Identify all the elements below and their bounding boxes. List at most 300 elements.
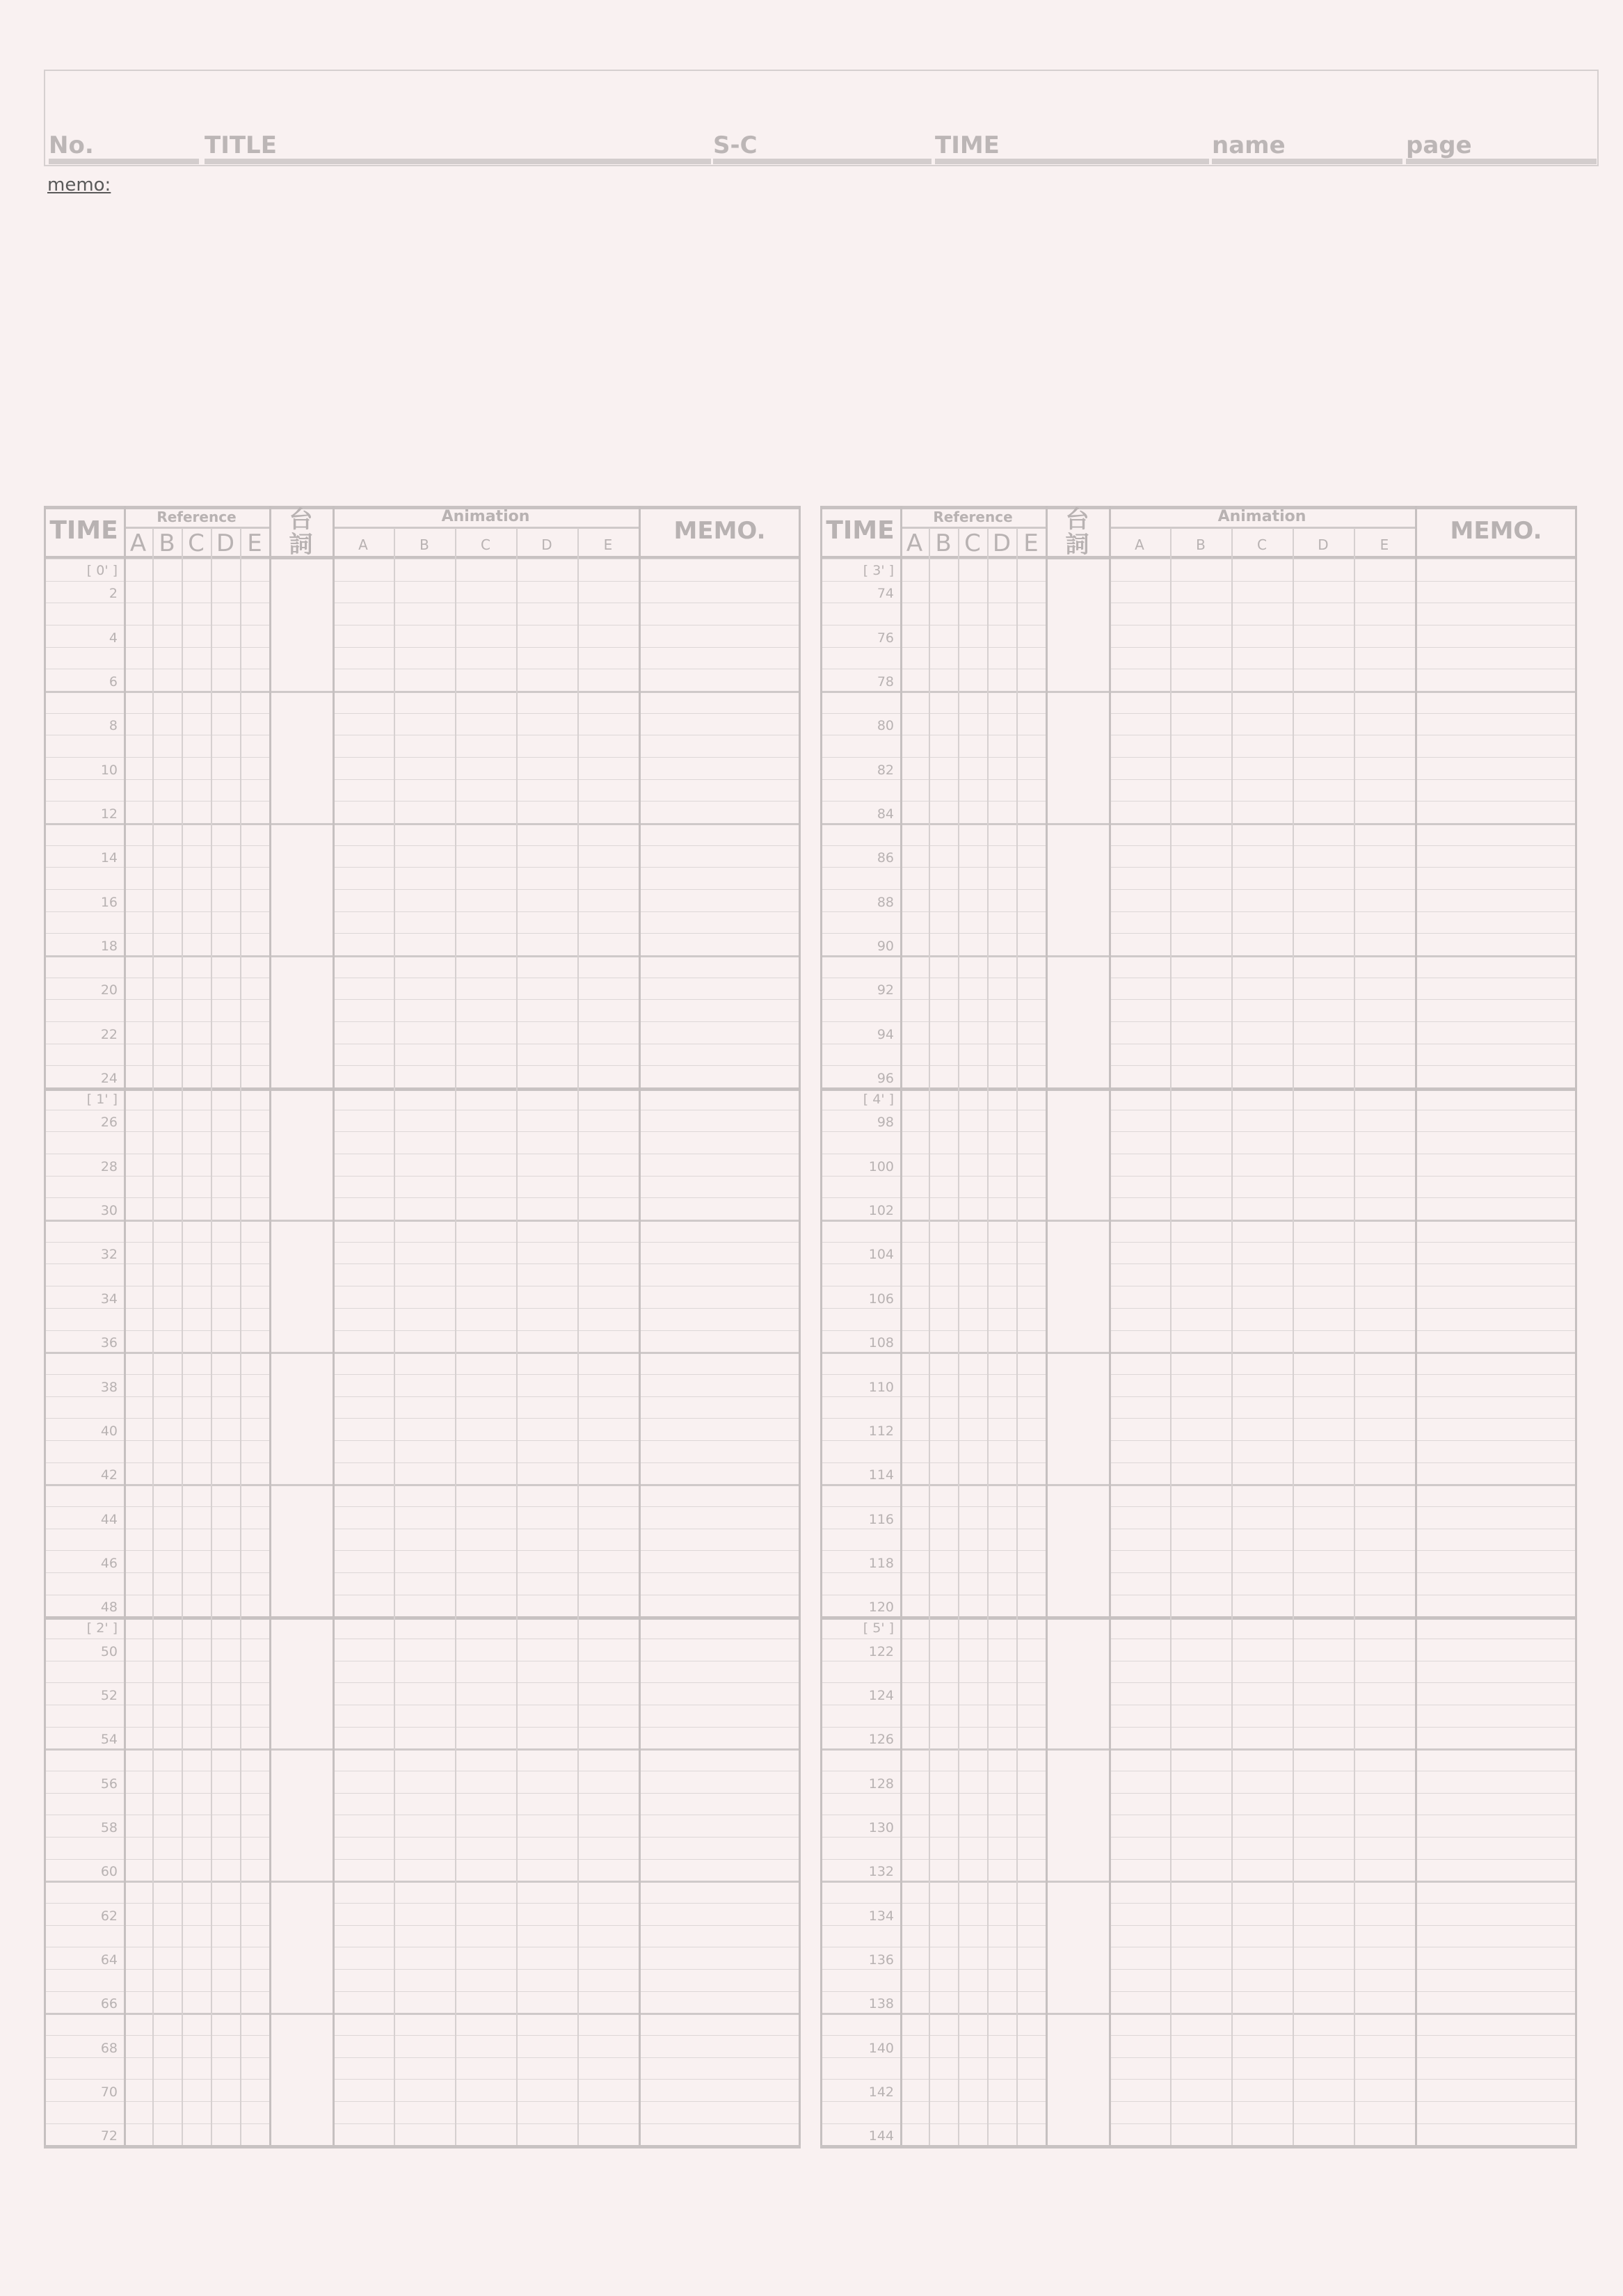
row-line (333, 779, 801, 780)
row-line (820, 1991, 1046, 1992)
row-line (820, 1131, 1046, 1132)
col-line (1170, 528, 1172, 2145)
header-field-title[interactable] (205, 132, 711, 164)
ref-col-a: A (129, 529, 147, 557)
row-line (44, 1352, 801, 1354)
row-number: 144 (868, 2128, 894, 2144)
ref-col-d: D (992, 529, 1012, 557)
row-line (1109, 2057, 1577, 2058)
row-line (820, 889, 1046, 890)
col-line (958, 528, 959, 2145)
row-line (1109, 1176, 1577, 1177)
row-number: 52 (100, 1687, 118, 1703)
row-number: 60 (100, 1864, 118, 1880)
row-number: 8 (109, 718, 118, 734)
row-line (1109, 1242, 1577, 1243)
row-line (44, 1065, 269, 1066)
row-line (820, 955, 1577, 957)
row-line (44, 2035, 269, 2036)
row-number: 48 (100, 1600, 118, 1616)
row-line (44, 1418, 269, 1419)
row-line (1109, 1969, 1577, 1970)
row-line (820, 1176, 1046, 1177)
row-line (820, 691, 1577, 693)
row-number: 14 (100, 850, 118, 866)
col-line (394, 528, 395, 2145)
row-number: 112 (868, 1423, 894, 1439)
row-line (333, 1506, 801, 1507)
anim-col-c: C (481, 536, 490, 553)
row-line (820, 1065, 1046, 1066)
reference-underline (124, 527, 269, 529)
anim-col-b: B (1196, 536, 1206, 553)
row-line (333, 1462, 801, 1463)
row-number: 134 (868, 1908, 894, 1924)
row-line (820, 2123, 1046, 2124)
row-line (44, 1220, 801, 1222)
row-number: 2 (109, 586, 118, 602)
anim-col-d: D (541, 536, 552, 553)
row-line (820, 1506, 1046, 1507)
row-line (333, 1065, 801, 1066)
row-number: 44 (100, 1511, 118, 1527)
row-line (333, 1440, 801, 1441)
row-number: 136 (868, 1952, 894, 1968)
row-number: 26 (100, 1115, 118, 1131)
row-number: 78 (877, 674, 894, 689)
row-line (820, 1352, 1577, 1354)
row-line (44, 2145, 801, 2148)
col-line (900, 506, 902, 2145)
row-line (820, 1308, 1046, 1309)
row-number: 98 (877, 1115, 894, 1131)
row-line (820, 713, 1046, 714)
row-line (44, 1484, 801, 1486)
row-line (333, 2123, 801, 2124)
row-line (44, 2123, 269, 2124)
row-line (1109, 999, 1577, 1000)
row-line (44, 713, 269, 714)
minute-label: [ 1' ] (86, 1092, 118, 1108)
row-line (44, 2013, 801, 2015)
row-line (44, 1682, 269, 1683)
col-header-reference: Reference (933, 509, 1013, 525)
row-line (333, 1991, 801, 1992)
row-line (44, 1616, 801, 1620)
row-line (44, 999, 269, 1000)
row-line (44, 1330, 269, 1331)
col-line (152, 528, 154, 2145)
row-number: 68 (100, 2040, 118, 2056)
col-header-animation: Animation (1217, 509, 1306, 525)
row-line (333, 1330, 801, 1331)
row-line (44, 801, 269, 802)
row-line (1109, 757, 1577, 758)
col-line (44, 506, 46, 2145)
memo-label: memo: (47, 175, 111, 196)
row-line (820, 1197, 1046, 1198)
row-line (820, 1484, 1577, 1486)
row-number: 28 (100, 1158, 118, 1174)
row-number: 36 (100, 1335, 118, 1351)
row-line (1109, 867, 1577, 868)
animation-underline (333, 527, 639, 529)
row-line (820, 581, 1046, 582)
col-line (1293, 528, 1294, 2145)
row-line (820, 1440, 1046, 1441)
row-number: 114 (868, 1467, 894, 1483)
header-field-sc[interactable] (713, 132, 932, 164)
col-line (516, 528, 518, 2145)
row-line (820, 911, 1046, 912)
row-line (820, 2145, 1577, 2148)
ref-col-b: B (159, 529, 175, 557)
row-line (333, 2101, 801, 2102)
row-line (820, 1550, 1046, 1551)
row-line (820, 1682, 1046, 1683)
row-number: 138 (868, 1996, 894, 2012)
dialogue-char-1: 台 (289, 507, 313, 534)
header-field-name[interactable] (1212, 132, 1402, 164)
row-number: 50 (100, 1643, 118, 1659)
col-line (1415, 506, 1417, 2145)
col-header-memo: MEMO. (673, 517, 766, 545)
row-number: 96 (877, 1071, 894, 1087)
col-line (211, 528, 212, 2145)
row-number: 118 (868, 1555, 894, 1571)
row-line (44, 1925, 269, 1926)
row-line (820, 1220, 1577, 1222)
anim-col-d: D (1318, 536, 1329, 553)
row-line (1109, 1859, 1577, 1860)
row-line (333, 1176, 801, 1177)
dialogue-char-2: 詞 (1065, 531, 1089, 557)
anim-col-c: C (1257, 536, 1267, 553)
col-line (639, 506, 641, 2145)
col-line (269, 506, 271, 2145)
row-line (1109, 889, 1577, 890)
row-line (1109, 1572, 1577, 1573)
row-line (44, 2057, 269, 2058)
row-line (333, 1197, 801, 1198)
row-line (820, 1925, 1046, 1926)
anim-col-a: A (1135, 536, 1144, 553)
row-line (820, 1903, 1046, 1904)
row-line (1109, 647, 1577, 648)
header-label-time: TIME (935, 131, 1000, 159)
row-line (44, 933, 269, 934)
row-line (333, 1859, 801, 1860)
row-line (820, 933, 1046, 934)
minute-label: [ 5' ] (863, 1620, 894, 1636)
row-line (333, 1021, 801, 1022)
row-line (44, 779, 269, 780)
col-line (124, 506, 126, 2145)
row-line (1109, 779, 1577, 780)
row-number: 80 (877, 718, 894, 734)
row-line (333, 1572, 801, 1573)
row-number: 92 (877, 982, 894, 998)
header-label-sc: S-C (713, 131, 758, 159)
row-line (1109, 1065, 1577, 1066)
row-line (820, 779, 1046, 780)
col-header-dialogue (1046, 507, 1109, 557)
row-line (333, 1374, 801, 1375)
row-line (44, 911, 269, 912)
row-line (1109, 845, 1577, 846)
row-line (1109, 1925, 1577, 1926)
row-line (1109, 581, 1577, 582)
header-field-time[interactable] (935, 132, 1209, 164)
row-line (820, 801, 1046, 802)
row-number: 74 (877, 586, 894, 602)
row-line (1109, 2035, 1577, 2036)
col-line (182, 528, 183, 2145)
row-line (44, 1727, 269, 1728)
row-line (333, 1925, 801, 1926)
row-line (820, 823, 1577, 825)
row-number: 32 (100, 1247, 118, 1263)
col-line (820, 506, 822, 2145)
row-line (820, 1021, 1046, 1022)
row-line (44, 2101, 269, 2102)
row-line (820, 1572, 1046, 1573)
row-number: 142 (868, 2084, 894, 2100)
row-line (333, 1793, 801, 1794)
row-number: 102 (868, 1203, 894, 1219)
row-line (1109, 1727, 1577, 1728)
row-line (333, 1903, 801, 1904)
row-number: 76 (877, 630, 894, 646)
row-line (820, 757, 1046, 758)
row-line (333, 1727, 801, 1728)
row-line (820, 2101, 1046, 2102)
row-line (44, 1440, 269, 1441)
row-line (333, 1308, 801, 1309)
row-line (333, 911, 801, 912)
row-number: 12 (100, 806, 118, 822)
row-line (333, 2079, 801, 2080)
header-label-no: No. (49, 131, 94, 159)
col-line (1575, 506, 1577, 2145)
row-number: 54 (100, 1732, 118, 1748)
row-line (820, 2079, 1046, 2080)
row-line (1109, 1197, 1577, 1198)
row-line (44, 581, 269, 582)
row-line (820, 2035, 1046, 2036)
row-number: 90 (877, 939, 894, 955)
row-line (333, 713, 801, 714)
row-line (333, 2035, 801, 2036)
row-line (820, 1881, 1577, 1883)
row-line (1109, 1793, 1577, 1794)
row-number: 22 (100, 1026, 118, 1042)
row-line (44, 1197, 269, 1198)
row-line (820, 1263, 1046, 1264)
col-line (240, 528, 241, 2145)
ref-col-a: A (906, 529, 923, 557)
header-field-page[interactable] (1406, 132, 1597, 164)
anim-col-a: A (358, 536, 368, 553)
row-number: 88 (877, 894, 894, 910)
timesheet-left (44, 506, 801, 2145)
row-line (1109, 1374, 1577, 1375)
row-number: 4 (109, 630, 118, 646)
col-line (1046, 506, 1048, 2145)
row-line (333, 1396, 801, 1397)
col-header-memo: MEMO. (1450, 517, 1542, 545)
row-line (44, 647, 269, 648)
row-line (1109, 1131, 1577, 1132)
row-line (44, 1462, 269, 1463)
col-line (929, 528, 930, 2145)
row-number: 38 (100, 1379, 118, 1395)
row-line (44, 1176, 269, 1177)
row-number: 46 (100, 1555, 118, 1571)
row-number: 140 (868, 2040, 894, 2056)
row-line (1109, 1903, 1577, 1904)
row-number: 72 (100, 2128, 118, 2144)
row-line (333, 801, 801, 802)
row-line (820, 1748, 1577, 1751)
row-line (820, 1418, 1046, 1419)
row-number: 128 (868, 1776, 894, 1792)
header-label-page: page (1406, 131, 1472, 159)
ref-col-c: C (964, 529, 981, 557)
anim-col-e: E (1380, 536, 1389, 553)
row-line (44, 845, 269, 846)
minute-label: [ 4' ] (863, 1092, 894, 1108)
row-line (333, 1550, 801, 1551)
col-line (987, 528, 989, 2145)
row-line (44, 757, 269, 758)
row-line (820, 1859, 1046, 1860)
row-line (820, 867, 1046, 868)
row-line (333, 1131, 801, 1132)
row-line (44, 889, 269, 890)
row-line (44, 1374, 269, 1375)
col-header-time: TIME (49, 516, 118, 545)
row-line (44, 1881, 801, 1883)
minute-label: [ 2' ] (86, 1620, 118, 1636)
row-number: 6 (109, 674, 118, 689)
row-number: 132 (868, 1864, 894, 1880)
row-line (44, 1263, 269, 1264)
row-line (820, 1727, 1046, 1728)
row-number: 30 (100, 1203, 118, 1219)
row-line (44, 867, 269, 868)
row-number: 126 (868, 1732, 894, 1748)
row-line (44, 1242, 269, 1243)
minute-label: [ 0' ] (86, 563, 118, 578)
row-line (333, 1242, 801, 1243)
row-number: 100 (868, 1158, 894, 1174)
row-line (820, 1242, 1046, 1243)
col-line (1231, 528, 1233, 2145)
col-line (1016, 528, 1018, 2145)
row-line (1109, 1440, 1577, 1441)
row-number: 24 (100, 1071, 118, 1087)
row-line (1109, 1550, 1577, 1551)
ref-col-d: D (216, 529, 235, 557)
row-number: 10 (100, 762, 118, 778)
anim-col-b: B (419, 536, 429, 553)
header-box (44, 70, 1599, 166)
row-line (44, 1903, 269, 1904)
row-number: 94 (877, 1026, 894, 1042)
header-label-name: name (1212, 131, 1286, 159)
row-line (1109, 1021, 1577, 1022)
row-line (1109, 1462, 1577, 1463)
animation-underline (1109, 527, 1415, 529)
row-line (820, 2013, 1577, 2015)
row-line (1109, 2079, 1577, 2080)
col-line (1109, 506, 1111, 2145)
col-line (1354, 528, 1355, 2145)
row-line (44, 1087, 801, 1091)
row-line (44, 1793, 269, 1794)
row-number: 86 (877, 850, 894, 866)
row-line (820, 845, 1046, 846)
row-number: 130 (868, 1819, 894, 1835)
row-line (820, 2057, 1046, 2058)
row-number: 62 (100, 1908, 118, 1924)
row-number: 16 (100, 894, 118, 910)
row-line (333, 867, 801, 868)
ref-col-c: C (188, 529, 205, 557)
row-number: 56 (100, 1776, 118, 1792)
dialogue-char-1: 台 (1065, 507, 1089, 534)
row-number: 40 (100, 1423, 118, 1439)
row-line (1109, 801, 1577, 802)
row-line (820, 1793, 1046, 1794)
row-line (820, 1396, 1046, 1397)
row-line (1109, 1396, 1577, 1397)
row-line (333, 1682, 801, 1683)
row-line (44, 1969, 269, 1970)
row-line (333, 1418, 801, 1419)
row-number: 84 (877, 806, 894, 822)
row-line (333, 933, 801, 934)
row-number: 104 (868, 1247, 894, 1263)
row-line (820, 1462, 1046, 1463)
row-line (333, 999, 801, 1000)
row-line (1109, 2123, 1577, 2124)
row-line (44, 1572, 269, 1573)
row-number: 116 (868, 1511, 894, 1527)
col-line (455, 528, 456, 2145)
row-line (820, 1374, 1046, 1375)
row-line (44, 1396, 269, 1397)
row-number: 64 (100, 1952, 118, 1968)
row-line (1109, 1330, 1577, 1331)
row-line (44, 823, 801, 825)
row-number: 108 (868, 1335, 894, 1351)
col-header-dialogue (269, 507, 333, 557)
col-header-animation: Animation (441, 509, 530, 525)
row-line (44, 1859, 269, 1860)
row-line (820, 1330, 1046, 1331)
row-line (333, 1263, 801, 1264)
minute-label: [ 3' ] (863, 563, 894, 578)
row-line (333, 2057, 801, 2058)
header-field-no[interactable] (49, 132, 199, 164)
row-number: 82 (877, 762, 894, 778)
row-line (333, 889, 801, 890)
row-number: 120 (868, 1600, 894, 1616)
row-line (1109, 2101, 1577, 2102)
row-number: 70 (100, 2084, 118, 2100)
